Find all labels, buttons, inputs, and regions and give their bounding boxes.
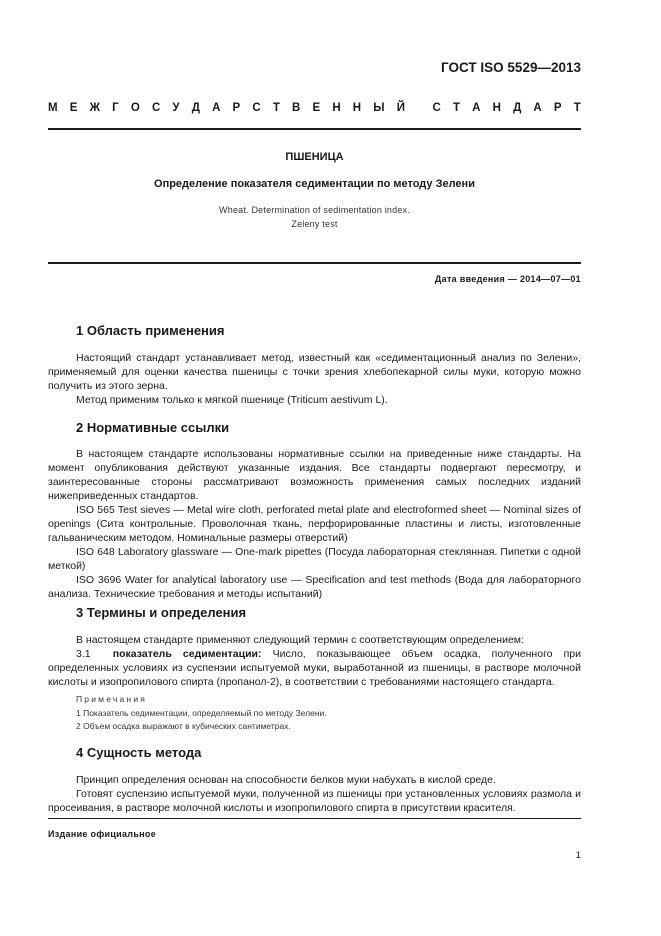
banner-letter: Н: [492, 102, 501, 114]
section-1-paragraph-1: Настоящий стандарт устанавливает метод, известный как «седиментационный анализ по Зелени», применяемый для оценки качества пшеницы с точки зрения хлебопекарной силы муки, которую можно получить из этого зерна.: [48, 352, 581, 392]
title-divider: [48, 262, 581, 264]
banner-letter: М: [48, 102, 58, 114]
document-title: ПШЕНИЦА: [285, 151, 344, 163]
banner-letter: Д: [191, 102, 200, 114]
banner-letter: Т: [272, 102, 280, 114]
section-2-paragraph-1: В настоящем стандарте использованы нормативные ссылки на приведенные ниже стандарты. На момент опубликования действуют указанные издания. Все стандарты подвергают пересмотру, и заинтересованные стороны рассматривают возможность применения самых последних изданий нижеприведенных стандартов.: [48, 448, 581, 502]
section-2-ref-iso-648: ISO 648 Laboratory glassware — One-mark pipettes (Посуда лабораторная стеклянная. Пипетки с одной меткой): [48, 546, 581, 572]
section-2-ref-iso-565: ISO 565 Test sieves — Metal wire cloth, perforated metal plate and electroformed sheet — Nominal sizes of openings (Сита контрольные. Проволочная ткань, перфорированные пластины и листы, изготовленные гальваническим методом. Номинальные размеры отверстий): [48, 504, 581, 544]
section-3-paragraph-1: В настоящем стандарте применяют следующий термин с соответствующим определением:: [76, 634, 524, 646]
section-4-heading: 4 Сущность метода: [76, 745, 202, 760]
term-name: показатель седиментации:: [112, 648, 262, 660]
banner-letter: Т: [452, 102, 460, 114]
term-definition-text: Число, показывающее объем осадка, полученного при определенных условиях из суспензии испытуемой муки, выработанной из пшеницы, в растворе молочной кислоты и изопропилового спирта (пропанол-2), в соответствии с требованиями настоящего стандарта.: [48, 648, 581, 688]
banner-letter: [417, 102, 420, 114]
section-2-ref-iso-3696: ISO 3696 Water for analytical laboratory use — Specification and test methods (Вода для лабораторного анализа. Технические требования и методы испытаний): [48, 574, 581, 600]
banner-letter: Ж: [89, 102, 100, 114]
banner-letter: А: [472, 102, 481, 114]
page-number: 1: [575, 850, 581, 861]
section-2-heading: 2 Нормативные ссылки: [76, 420, 230, 435]
header-divider: [48, 128, 581, 130]
banner-letter: Д: [513, 102, 522, 114]
banner-letter: У: [172, 102, 180, 114]
section-4-paragraph-2: Готовят суспензию испытуемой муки, полученной из пшеницы при установленных условиях размола и просеивания, в растворе молочной кислоты и изопропилового спирта в присутствии красителя.: [48, 788, 581, 814]
section-3-term-definition: [48, 647, 581, 689]
banner-letter: Е: [69, 102, 78, 114]
banner-letter: В: [292, 102, 301, 114]
banner-letter: С: [252, 102, 261, 114]
banner-letter: Ы: [373, 102, 385, 114]
introduction-date: Дата введения — 2014—07—01: [434, 274, 581, 284]
footer-divider: [48, 818, 581, 819]
english-title-line-2: Zeleny test: [291, 219, 338, 229]
banner-letter: Г: [112, 102, 119, 114]
note-1: 1 Показатель седиментации, определяемый по методу Зелени.: [76, 708, 327, 718]
banner-letter: А: [533, 102, 542, 114]
note-2: 2 Объем осадка выражают в кубических сантиметрах.: [76, 721, 291, 731]
banner-letter: Н: [352, 102, 362, 114]
banner-letter: О: [130, 102, 140, 114]
banner-letter: Е: [312, 102, 321, 114]
official-edition-label: Издание официальное: [48, 829, 157, 839]
section-1-paragraph-2: Метод применим только к мягкой пшенице (Triticum aestivum L).: [76, 394, 388, 406]
banner-letter: Т: [573, 102, 581, 114]
section-3-heading: 3 Термины и определения: [76, 605, 247, 620]
banner-letter: Р: [553, 102, 562, 114]
banner-letter: С: [151, 102, 161, 114]
banner-letter: Й: [396, 102, 405, 114]
term-number: 3.1: [76, 648, 91, 660]
standard-code: ГОСТ ISO 5529—2013: [441, 60, 581, 75]
banner-letter: Р: [232, 102, 241, 114]
section-1-heading: 1 Область применения: [76, 323, 225, 338]
banner-letter: Н: [332, 102, 341, 114]
banner-letter: С: [432, 102, 441, 114]
banner-letter: А: [212, 102, 221, 114]
document-subtitle: Определение показателя седиментации по методу Зелени: [154, 178, 475, 190]
section-4-paragraph-1: Принцип определения основан на способности белков муки набухать в кислой среде.: [76, 774, 496, 786]
english-title-line-1: Wheat. Determination of sedimentation index.: [219, 205, 410, 215]
notes-heading: Примечания: [76, 694, 148, 704]
interstate-standard-banner: [48, 102, 581, 114]
